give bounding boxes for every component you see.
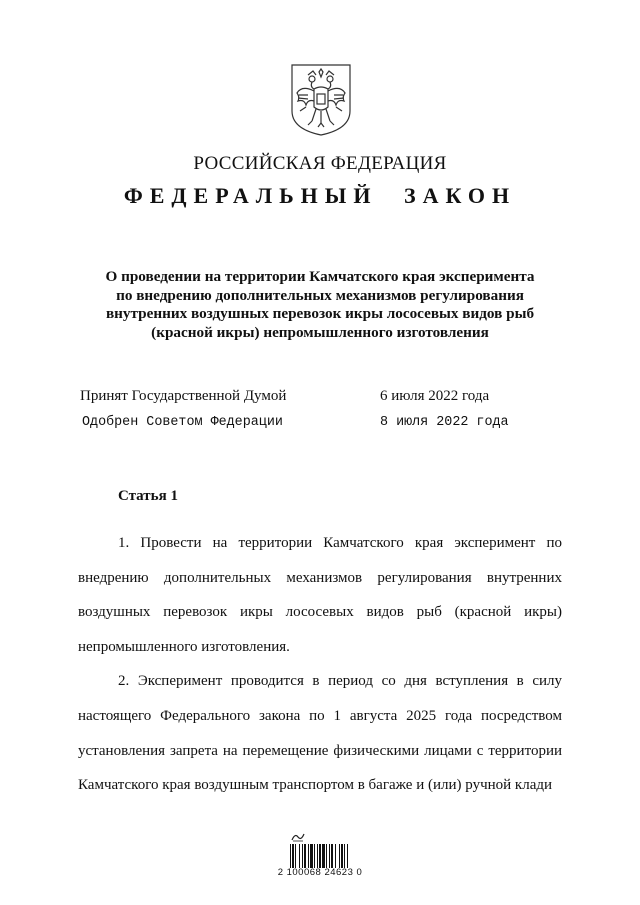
article-heading: Статья 1 <box>118 488 178 504</box>
law-title <box>92 268 548 342</box>
document-mark-icon <box>291 832 305 842</box>
article-body <box>78 526 562 803</box>
adoption-label: Одобрен Советом Федерации <box>82 415 283 430</box>
article-paragraph: 1. Провести на территории Камчатского края эксперимент по внедрению дополнительных механизмов регулирования внутренних воздушных перевозок икры лососевых видов рыб (красной икры) непромышленного изготовления. <box>78 535 562 655</box>
adoption-date: 8 июля 2022 года <box>380 415 509 430</box>
document-type: ФЕДЕРАЛЬНЫЙ ЗАКОН <box>123 183 517 208</box>
country-name: РОССИЙСКАЯ ФЕДЕРАЦИЯ <box>193 153 447 174</box>
law-title-line: О проведении на территории Камчатского края эксперимента <box>105 268 535 285</box>
barcode <box>290 844 368 868</box>
adoption-row-council <box>80 415 560 437</box>
russian-coat-of-arms-icon <box>288 63 354 137</box>
law-title-line: (красной икры) непромышленного изготовления <box>151 323 489 341</box>
article-paragraph: 2. Эксперимент проводится в период со дня вступления в силу настоящего Федерального закона по 1 августа 2025 года посредством установления запрета на перемещение физическими лицами с территории Камчатского края воздушным транспортом в багаже и (или) ручной клади <box>78 673 562 794</box>
barcode-number: 2 100068 24623 0 <box>277 867 363 878</box>
adoption-date: 6 июля 2022 года <box>380 388 490 404</box>
adoption-label: Принят Государственной Думой <box>80 388 287 404</box>
law-title-line: внутренних воздушных перевозок икры лососевых видов рыб <box>105 305 535 322</box>
adoption-row-duma <box>80 388 560 410</box>
law-title-line: по внедрению дополнительных механизмов регулирования <box>116 286 524 304</box>
